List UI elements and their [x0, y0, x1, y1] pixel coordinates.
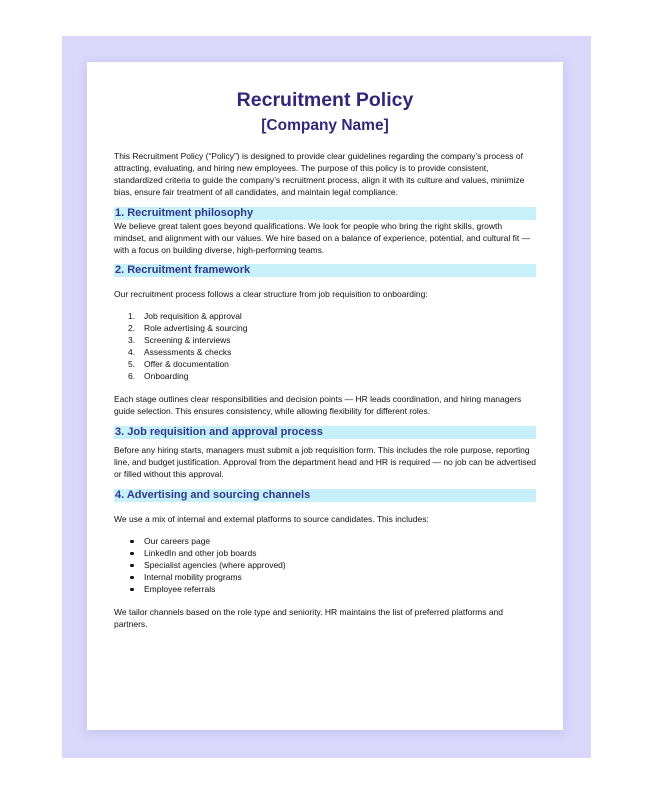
framework-lead: Our recruitment process follows a clear structure from job requisition to onboarding:	[114, 289, 428, 299]
framework-steps-list	[114, 310, 536, 382]
list-item	[114, 322, 536, 334]
list-item	[114, 571, 536, 583]
list-number: 2.	[128, 323, 136, 333]
bullet-icon	[130, 564, 134, 568]
list-item-text: Internal mobility programs	[144, 572, 242, 582]
list-item-text: Offer & documentation	[144, 359, 229, 369]
list-item	[114, 535, 536, 547]
section-heading-framework: 2. Recruitment framework	[114, 264, 536, 277]
document-page	[87, 62, 563, 730]
philosophy-paragraph: We believe great talent goes beyond qualifications. We look for people who bring the right skills, growth mindset, and alignment with our values. We hire based on a balance of experience, potential, and cultural fit — with a focus on building diverse, high-performing teams.	[114, 221, 531, 255]
bullet-icon	[130, 588, 134, 592]
requisition-paragraph: Before any hiring starts, managers must submit a job requisition form. This includes the role purpose, reporting line, and budget justification. Approval from the department head and HR is required — no job can be advertised or filled without this approval.	[114, 445, 536, 479]
list-item-text: Onboarding	[144, 371, 189, 381]
intro-paragraph: This Recruitment Policy (“Policy”) is designed to provide clear guidelines regarding the company’s process of attracting, evaluating, and hiring new employees. The purpose of this policy is to provide consistent, standardized criteria to guide the company’s recruitment process, align it with its culture and values, minimize bias, ensure fair treatment of all candidates, and maintain legal compliance.	[114, 151, 525, 197]
sourcing-channels-list	[114, 535, 536, 595]
company-name-placeholder: [Company Name]	[261, 117, 389, 134]
section-heading-philosophy: 1. Recruitment philosophy	[114, 207, 536, 220]
advertising-closing: We tailor channels based on the role type and seniority. HR maintains the list of preferred platforms and partners.	[114, 607, 503, 629]
list-item	[114, 370, 536, 382]
list-item-text: Job requisition & approval	[144, 311, 242, 321]
document-title: Recruitment Policy	[236, 89, 414, 111]
list-number: 4.	[128, 347, 136, 357]
list-item-text: Our careers page	[144, 536, 211, 546]
list-item	[114, 346, 536, 358]
framework-closing: Each stage outlines clear responsibilities and decision points — HR leads coordination, and hiring managers guide selection. This ensures consistency, while allowing flexibility for different roles.	[114, 394, 522, 416]
list-number: 6.	[128, 371, 136, 381]
list-item	[114, 310, 536, 322]
list-number: 1.	[128, 311, 136, 321]
list-item-text: Role advertising & sourcing	[144, 323, 248, 333]
section-heading-requisition: 3. Job requisition and approval process	[114, 426, 536, 439]
list-item	[114, 547, 536, 559]
advertising-lead: We use a mix of internal and external platforms to source candidates. This includes:	[114, 514, 429, 524]
list-item	[114, 334, 536, 346]
list-item-text: Specialist agencies (where approved)	[144, 560, 286, 570]
list-item-text: Assessments & checks	[144, 347, 232, 357]
list-item-text: Screening & interviews	[144, 335, 231, 345]
bullet-icon	[130, 576, 134, 580]
list-item-text: LinkedIn and other job boards	[144, 548, 257, 558]
list-item	[114, 559, 536, 571]
bullet-icon	[130, 540, 134, 544]
section-heading-advertising: 4. Advertising and sourcing channels	[114, 489, 536, 502]
list-item-text: Employee referrals	[144, 584, 216, 594]
list-number: 3.	[128, 335, 136, 345]
list-item	[114, 583, 536, 595]
bullet-icon	[130, 552, 134, 556]
list-number: 5.	[128, 359, 136, 369]
list-item	[114, 358, 536, 370]
